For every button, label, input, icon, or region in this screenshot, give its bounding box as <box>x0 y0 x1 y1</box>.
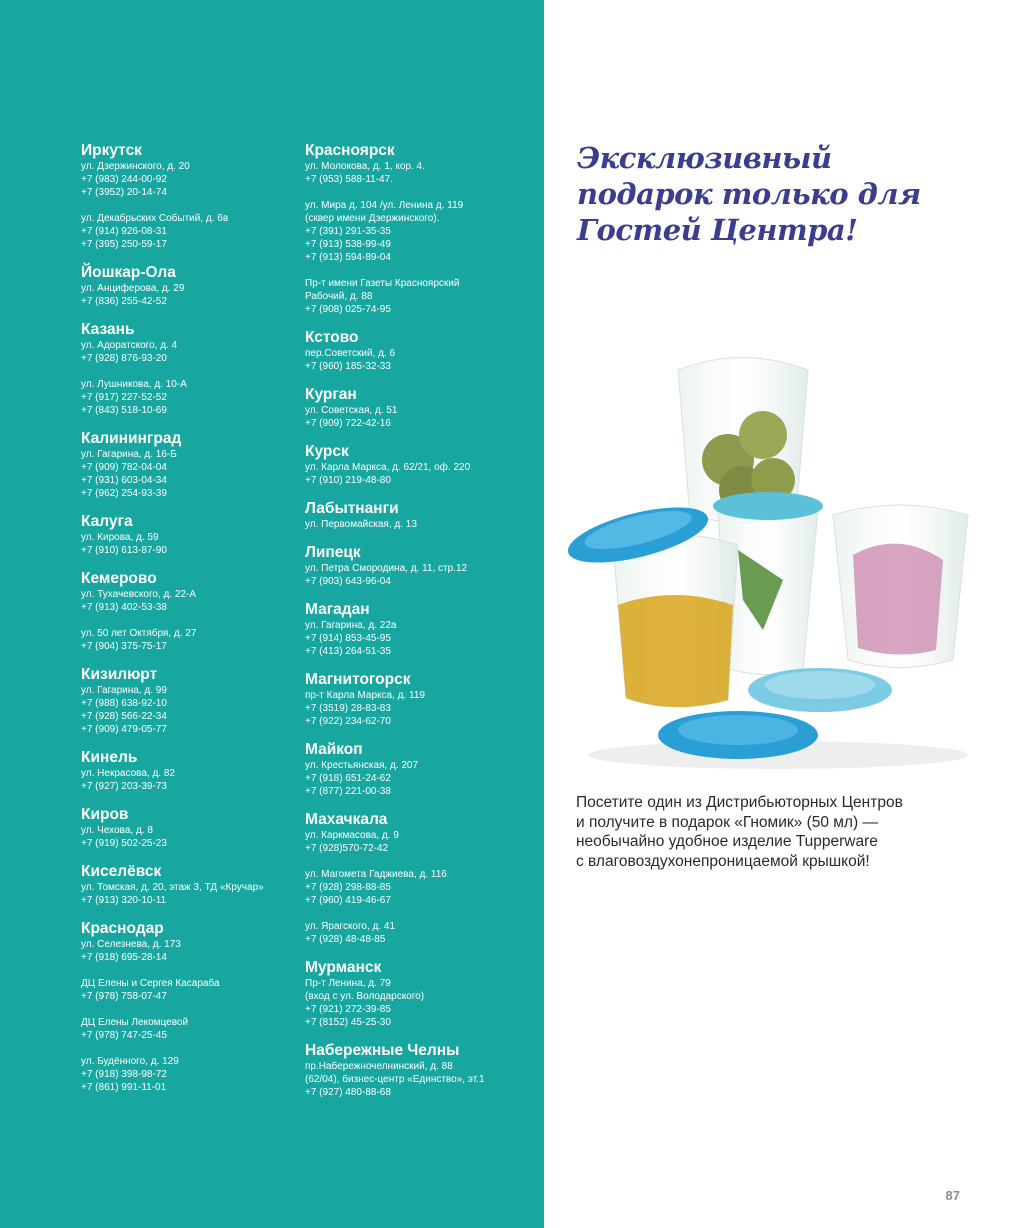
phone-number: +7 (836) 255-42-52 <box>81 296 167 307</box>
phone-number: +7 (928) 566-22-34 <box>81 711 167 722</box>
city-block <box>305 386 535 430</box>
address-line: (62/04), бизнес-центр «Единство», эт.1 <box>305 1074 485 1085</box>
address-block <box>305 461 535 487</box>
promo-headline <box>577 140 997 248</box>
city-name: Йошкар-Ола <box>81 264 176 281</box>
address-block <box>81 684 286 736</box>
phone-number: +7 (908) 025-74-95 <box>305 304 391 315</box>
address-line: ул. Молокова, д. 1, кор. 4. <box>305 161 425 172</box>
phone-number: +7 (413) 264-51-35 <box>305 646 391 657</box>
city-block <box>305 443 535 487</box>
address-line: ул. Гагарина, д. 22а <box>305 620 397 631</box>
address-block <box>81 938 286 964</box>
address-block <box>305 518 535 531</box>
page-number: 87 <box>945 1188 960 1203</box>
city-block <box>305 601 535 658</box>
phone-number: +7 (960) 185-32-33 <box>305 361 391 372</box>
city-name: Кемерово <box>81 570 157 587</box>
address-block <box>81 448 286 500</box>
phone-number: +7 (927) 480-88-68 <box>305 1087 391 1098</box>
address-block <box>81 160 286 199</box>
headline-line: Эксклюзивный <box>577 141 832 175</box>
address-line: ул. Тухачевского, д. 22-А <box>81 589 197 600</box>
address-block <box>305 1060 535 1099</box>
phone-number: +7 (8152) 45-25-30 <box>305 1017 391 1028</box>
address-block <box>305 347 535 373</box>
address-line: ул. Магомета Гаджиева, д. 116 <box>305 869 447 880</box>
promo-line: с влаговоздухонепроницаемой крышкой! <box>576 852 870 870</box>
city-name: Курск <box>305 443 349 460</box>
address-block <box>81 531 286 557</box>
phone-number: +7 (910) 613-87-90 <box>81 545 167 556</box>
city-block <box>305 142 535 316</box>
address-line: (сквер имени Дзержинского). <box>305 213 440 224</box>
address-line: ДЦ Елены и Сергея Касараба <box>81 978 220 989</box>
city-block <box>81 264 286 308</box>
address-line: Пр-т имени Газеты Красноярский <box>305 278 460 289</box>
city-block <box>305 741 535 798</box>
city-name: Киров <box>81 806 129 823</box>
city-block <box>81 806 286 850</box>
phone-number: +7 (928) 876-93-20 <box>81 353 167 364</box>
city-block <box>81 430 286 500</box>
phone-number: +7 (913) 538-99-49 <box>305 239 391 250</box>
city-block <box>305 544 535 588</box>
address-line: пер.Советский, д. 6 <box>305 348 396 359</box>
address-line: ул. Петра Смородина, д. 11, стр.12 <box>305 563 468 574</box>
city-block <box>81 863 286 907</box>
city-block <box>305 959 535 1029</box>
phone-number: +7 (877) 221-00-38 <box>305 786 391 797</box>
address-line: ул. Советская, д. 51 <box>305 405 398 416</box>
phone-number: +7 (921) 272-39-85 <box>305 1004 391 1015</box>
address-block <box>305 160 535 186</box>
address-block <box>305 619 535 658</box>
city-block <box>81 321 286 417</box>
phone-number: +7 (903) 643-96-04 <box>305 576 391 587</box>
address-line: ул. Первомайская, д. 13 <box>305 519 417 530</box>
city-name: Мурманск <box>305 959 382 976</box>
address-line: ул. Будённого, д. 129 <box>81 1056 179 1067</box>
promo-line: Посетите один из Дистрибьюторных Центров <box>576 794 903 811</box>
address-line: ул. Кирова, д. 59 <box>81 532 159 543</box>
city-name: Лабытнанги <box>305 500 399 517</box>
promo-line: необычайно удобное изделие Tupperware <box>576 833 878 850</box>
address-block <box>305 868 535 907</box>
address-block <box>305 562 535 588</box>
address-line: ул. Адоратского, д. 4 <box>81 340 178 351</box>
distributor-list-column-1 <box>81 142 286 1107</box>
phone-number: +7 (919) 502-25-23 <box>81 838 167 849</box>
city-block <box>81 666 286 736</box>
address-line: ул. Гагарина, д. 99 <box>81 685 167 696</box>
address-block <box>305 829 535 855</box>
city-name: Липецк <box>305 544 361 561</box>
promo-text <box>576 793 976 871</box>
phone-number: +7 (909) 479-05-77 <box>81 724 167 735</box>
address-line: ул. Томская, д. 20, этаж 3, ТД «Кручар» <box>81 882 264 893</box>
city-block <box>305 811 535 946</box>
address-block <box>81 1016 286 1042</box>
city-block <box>81 142 286 251</box>
city-block <box>81 920 286 1094</box>
phone-number: +7 (910) 219-48-80 <box>305 475 391 486</box>
address-line: ул. Декабрьских Событий, д. 6в <box>81 213 229 224</box>
address-block <box>81 212 286 251</box>
phone-number: +7 (928)570-72-42 <box>305 843 389 854</box>
phone-number: +7 (931) 603-04-34 <box>81 475 167 486</box>
phone-number: +7 (918) 651-24-62 <box>305 773 391 784</box>
phone-number: +7 (978) 747-25-45 <box>81 1030 167 1041</box>
city-name: Курган <box>305 386 357 403</box>
phone-number: +7 (861) 991-11-01 <box>81 1082 167 1093</box>
address-block <box>81 588 286 614</box>
city-name: Красноярск <box>305 142 395 159</box>
address-line: (вход с ул. Володарского) <box>305 991 425 1002</box>
phone-number: +7 (928) 48-48-85 <box>305 934 386 945</box>
city-block <box>305 671 535 728</box>
address-line: ул. Некрасова, д. 82 <box>81 768 175 779</box>
address-block <box>81 282 286 308</box>
phone-number: +7 (953) 588-11-47. <box>305 174 393 185</box>
phone-number: +7 (918) 695-28-14 <box>81 952 167 963</box>
phone-number: +7 (918) 398-98-72 <box>81 1069 167 1080</box>
city-block <box>305 500 535 531</box>
address-line: ул. Ярагского, д. 41 <box>305 921 396 932</box>
city-name: Магнитогорск <box>305 671 411 688</box>
address-block <box>305 920 535 946</box>
address-block <box>305 977 535 1029</box>
headline-line: подарок только для <box>577 177 921 211</box>
address-line: ул. Крестьянская, д. 207 <box>305 760 419 771</box>
phone-number: +7 (913) 320-10-11 <box>81 895 167 906</box>
city-name: Набережные Челны <box>305 1042 460 1059</box>
phone-number: +7 (983) 244-00-92 <box>81 174 167 185</box>
address-line: ул. Каркмасова, д. 9 <box>305 830 399 841</box>
promo-line: и получите в подарок «Гномик» (50 мл) — <box>576 813 878 831</box>
product-photo-containers <box>558 340 978 780</box>
address-line: ул. Чехова, д. 8 <box>81 825 153 836</box>
address-block <box>81 824 286 850</box>
address-block <box>305 199 535 264</box>
address-line: Рабочий, д. 88 <box>305 291 373 302</box>
address-line: ул. Лушникова, д. 10-А <box>81 379 187 390</box>
phone-number: +7 (962) 254-93-39 <box>81 488 167 499</box>
phone-number: +7 (922) 234-62-70 <box>305 716 391 727</box>
phone-number: +7 (913) 402-53-38 <box>81 602 167 613</box>
phone-number: +7 (960) 419-46-67 <box>305 895 391 906</box>
phone-number: +7 (391) 291-35-35 <box>305 226 391 237</box>
city-name: Иркутск <box>81 142 142 159</box>
phone-number: +7 (914) 853-45-95 <box>305 633 391 644</box>
phone-number: +7 (909) 782-04-04 <box>81 462 167 473</box>
city-block <box>81 749 286 793</box>
city-block <box>81 513 286 557</box>
city-name: Кстово <box>305 329 359 346</box>
address-line: пр-т Карла Маркса, д. 119 <box>305 690 425 701</box>
city-name: Магадан <box>305 601 370 618</box>
phone-number: +7 (3519) 28-83-83 <box>305 703 391 714</box>
address-block <box>305 759 535 798</box>
address-block <box>305 404 535 430</box>
phone-number: +7 (978) 758-07-47 <box>81 991 167 1002</box>
phone-number: +7 (909) 722-42-16 <box>305 418 391 429</box>
phone-number: +7 (395) 250-59-17 <box>81 239 167 250</box>
phone-number: +7 (914) 926-08-31 <box>81 226 167 237</box>
address-line: ДЦ Елены Лекомцевой <box>81 1017 189 1028</box>
city-name: Краснодар <box>81 920 164 937</box>
city-name: Калуга <box>81 513 133 530</box>
city-name: Майкоп <box>305 741 363 758</box>
address-line: ул. Карла Маркса, д. 62/21, оф. 220 <box>305 462 471 473</box>
address-block <box>81 977 286 1003</box>
address-line: ул. Дзержинского, д. 20 <box>81 161 190 172</box>
address-line: ул. 50 лет Октября, д. 27 <box>81 628 197 639</box>
distributor-list-column-2 <box>305 142 535 1112</box>
city-block <box>305 1042 535 1099</box>
address-line: ул. Мира д. 104 /ул. Ленина д. 119 <box>305 200 464 211</box>
phone-number: +7 (917) 227-52-52 <box>81 392 167 403</box>
address-block <box>81 627 286 653</box>
address-block <box>81 881 286 907</box>
address-line: ул. Селезнева, д. 173 <box>81 939 181 950</box>
address-line: Пр-т Ленина, д. 79 <box>305 978 391 989</box>
address-block <box>81 767 286 793</box>
phone-number: +7 (913) 594-89-04 <box>305 252 391 263</box>
phone-number: +7 (988) 638-92-10 <box>81 698 167 709</box>
address-block <box>305 277 535 316</box>
address-block <box>81 1055 286 1094</box>
city-name: Кинель <box>81 749 138 766</box>
phone-number: +7 (928) 298-88-85 <box>305 882 391 893</box>
address-block <box>81 339 286 365</box>
address-line: ул. Анциферова, д. 29 <box>81 283 185 294</box>
city-name: Калининград <box>81 430 182 447</box>
city-name: Кизилюрт <box>81 666 158 683</box>
headline-line: Гостей Центра! <box>577 213 858 247</box>
city-block <box>81 570 286 653</box>
phone-number: +7 (843) 518-10-69 <box>81 405 167 416</box>
city-name: Киселёвск <box>81 863 162 880</box>
phone-number: +7 (904) 375-75-17 <box>81 641 167 652</box>
city-name: Махачкала <box>305 811 388 828</box>
address-line: пр.Набережночелнинский, д. 88 <box>305 1061 453 1072</box>
address-block <box>81 378 286 417</box>
city-name: Казань <box>81 321 135 338</box>
address-block <box>305 689 535 728</box>
phone-number: +7 (3952) 20-14-74 <box>81 187 167 198</box>
city-block <box>305 329 535 373</box>
address-line: ул. Гагарина, д. 16-Б <box>81 449 177 460</box>
phone-number: +7 (927) 203-39-73 <box>81 781 167 792</box>
